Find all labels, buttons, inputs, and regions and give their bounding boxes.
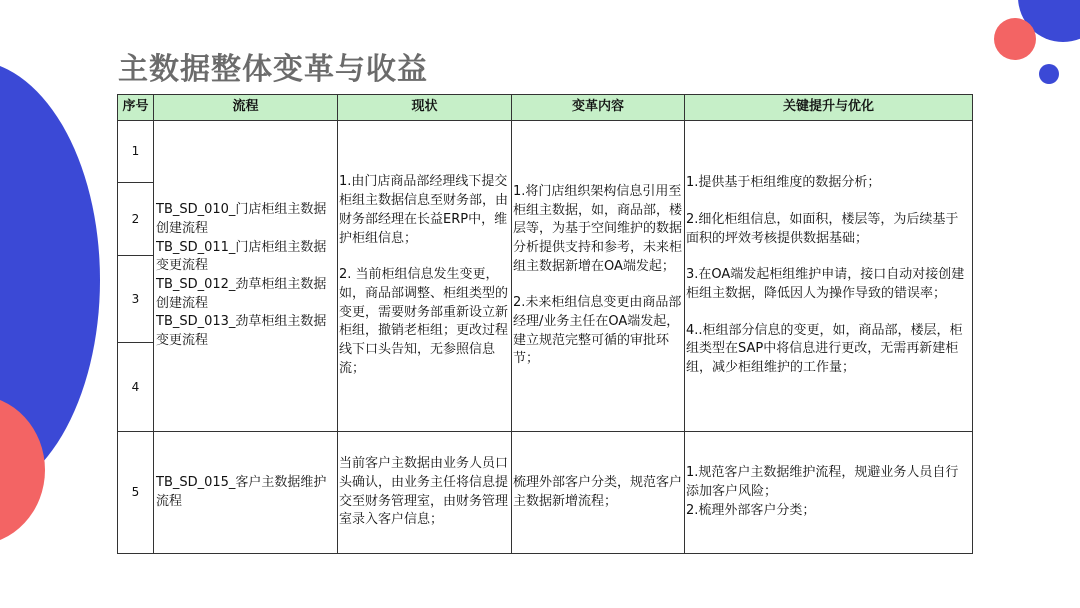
header-process: 流程 [154,95,338,121]
status-text: 当前客户主数据由业务人员口头确认，由业务主任将信息提交至财务管理室，由财务管理室录入客户信息； [338,432,512,554]
data-table [117,94,973,554]
status-text: 1.由门店商品部经理线下提交柜组主数据信息至财务部，由财务部经理在长益ERP中，维护柜组信息； [339,174,509,246]
header-current-status: 现状 [338,95,512,121]
improve-cell-group1 [685,121,973,432]
improve-text: 1.提供基于柜组维度的数据分析； [686,175,881,191]
improve-text: 1.规范客户主数据维护流程，规避业务人员自行添加客户风险； [686,465,959,500]
process-cell-group1 [154,121,338,432]
row-number: 5 [118,432,154,554]
page-title: 主数据整体变革与收益 [118,52,428,87]
row-number: 2 [118,183,154,256]
row-number: 3 [118,256,154,343]
improve-cell-row5 [685,432,973,554]
process-name: TB_SD_013_劲草柜组主数据变更流程 [156,314,327,349]
change-cell-group1 [512,121,685,432]
header-change-content: 变革内容 [512,95,685,121]
decor-red-circle-top [994,18,1036,60]
header-key-improvement: 关键提升与优化 [685,95,973,121]
process-name: TB_SD_010_门店柜组主数据创建流程 [156,202,327,236]
change-text: 2.未来柜组信息变更由商品部经理/业务主任在OA端发起，建立规范完整可循的审批环节； [513,295,682,367]
table-row [118,432,973,554]
improve-text: 4..柜组部分信息的变更，如，商品部，楼层，柜组类型在SAP中将信息进行更改，无需再新建柜组，减少柜组维护的工作量； [686,322,963,376]
change-text: 梳理外部客户分类，规范客户主数据新增流程； [512,432,685,554]
improve-text: 2.细化柜组信息，如面积，楼层等，为后续基于面积的坪效考核提供数据基础； [686,211,959,246]
process-name: TB_SD_011_门店柜组主数据变更流程 [156,239,327,274]
status-cell-group1 [338,121,512,432]
process-name: TB_SD_015_客户主数据维护流程 [154,432,338,554]
data-table-container [117,94,973,554]
process-name: TB_SD_012_劲草柜组主数据创建流程 [156,277,327,311]
table-header-row [118,95,973,121]
change-text: 1.将门店组织架构信息引用至柜组主数据，如，商品部，楼层等，为基于空间维护的数据分析提供支持和参考，未来柜组主数据新增在OA端发起； [513,183,683,274]
table-row [118,121,973,183]
row-number: 1 [118,121,154,183]
header-index: 序号 [118,95,154,121]
status-text: 2. 当前柜组信息发生变更，如，商品部调整、柜组类型的变更，需要财务部重新设立新柜组，撤销老柜组；更改过程线下口头告知，无参照信息流； [339,267,509,376]
improve-text: 3.在OA端发起柜组维护申请，接口自动对接创建柜组主数据，降低因人为操作导致的错误率； [686,267,965,301]
row-number: 4 [118,343,154,432]
decor-blue-dot [1039,64,1059,84]
improve-text: 2.梳理外部客户分类； [686,502,816,518]
